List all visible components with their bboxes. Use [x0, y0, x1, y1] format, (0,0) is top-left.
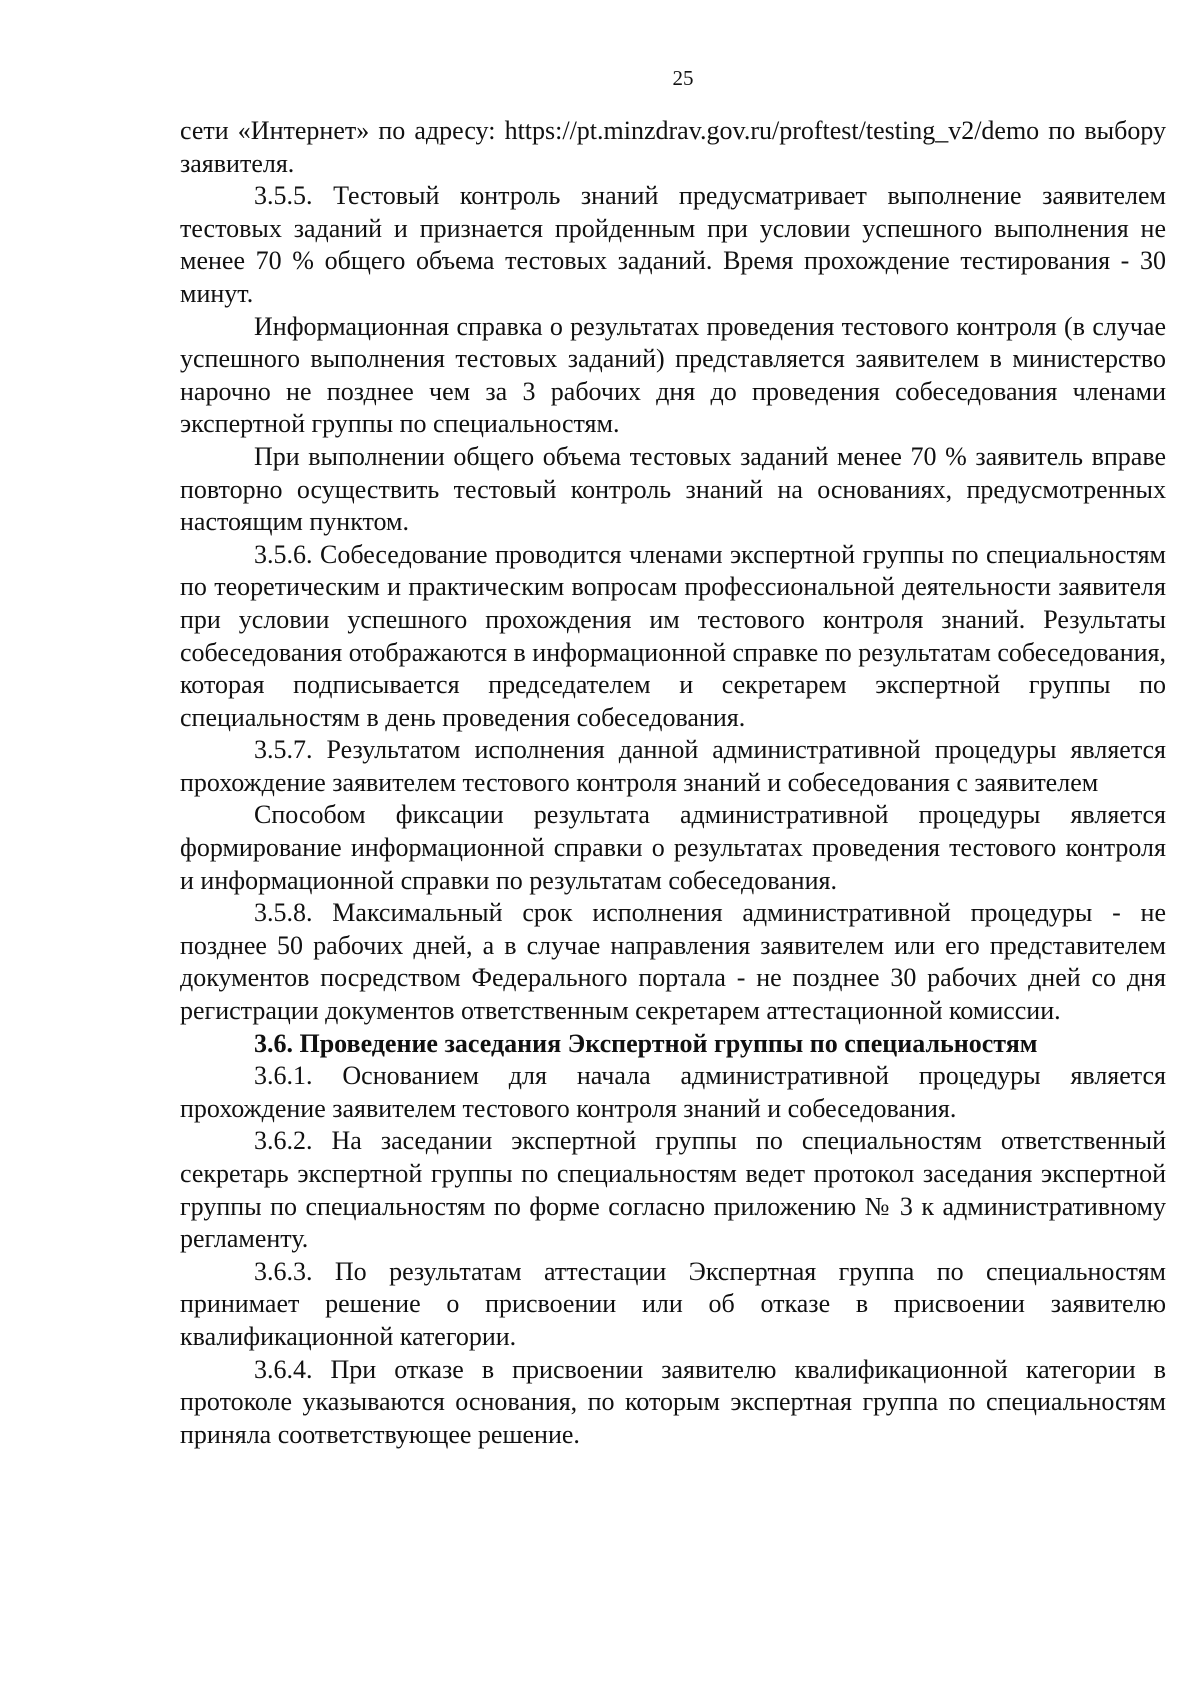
paragraph-3-5-5: 3.5.5. Тестовый контроль знаний предусматривает выполнение заявителем тестовых заданий и признается пройденным при условии успешного выполнения не менее 70 % общего объема тестовых заданий. Время прохождение тестирования - 30 минут. [180, 181, 1166, 308]
page-number: 25 [672, 66, 694, 90]
paragraph-3-6-3: 3.6.3. По результатам аттестации Экспертная группа по специальностям принимает решение о присвоении или об отказе в присвоении заявителю квалификационной категории. [180, 1256, 1166, 1351]
section-title: 3.6. Проведение заседания Экспертной группы по специальностям [254, 1028, 1038, 1058]
paragraph-3-6-1: 3.6.1. Основанием для начала административной процедуры является прохождение заявителем тестового контроля знаний и собеседования. [180, 1061, 1166, 1123]
paragraph-3-5-6: 3.5.6. Собеседование проводится членами экспертной группы по специальностям по теоретическим и практическим вопросам профессиональной деятельности заявителя при условии успешного прохождения им тестового контроля знаний. Результаты собеседования отображаются в информационной справке по результатам собеседования, которая подписывается председателем и секретарем экспертной группы по специальностям в день проведения собеседования. [180, 539, 1166, 732]
paragraph-3-6-4: 3.6.4. При отказе в присвоении заявителю квалификационной категории в протоколе указываются основания, по которым экспертная группа по специальностям приняла соответствующее решение. [180, 1354, 1166, 1449]
paragraph-info-reference: Информационная справка о результатах проведения тестового контроля (в случае успешного выполнения тестовых заданий) представляется заявителем в министерство нарочно не позднее чем за 3 рабочих дня до проведения собеседования членами экспертной группы по специальностям. [180, 311, 1166, 439]
paragraph-url-continuation: сети «Интернет» по адресу: https://pt.minzdrav.gov.ru/proftest/testing_v2/demo по выбору заявителя. [180, 116, 1166, 178]
paragraph-fixation-method: Способом фиксации результата административной процедуры является формирование информационной справки о результатах проведения тестового контроля и информационной справки по результатам собеседования. [180, 800, 1166, 895]
paragraph-3-5-8: 3.5.8. Максимальный срок исполнения административной процедуры - не позднее 50 рабочих дней, а в случае направления заявителем или его представителем документов посредством Федерального портала - не позднее 30 рабочих дней со дня регистрации документов ответственным секретарем аттестационной комиссии. [180, 898, 1166, 1026]
paragraph-retest: При выполнении общего объема тестовых заданий менее 70 % заявитель вправе повторно осуществить тестовый контроль знаний на основаниях, предусмотренных настоящим пунктом. [180, 441, 1166, 537]
paragraph-3-5-7: 3.5.7. Результатом исполнения данной административной процедуры является прохождение заявителем тестового контроля знаний и собеседования с заявителем [180, 735, 1166, 797]
paragraph-3-6-2: 3.6.2. На заседании экспертной группы по специальностям ответственный секретарь экспертной группы по специальностям ведет протокол заседания экспертной группы по специальностям по форме согласно приложению № 3 к административному регламенту. [180, 1126, 1166, 1254]
document-body [180, 115, 1166, 1451]
